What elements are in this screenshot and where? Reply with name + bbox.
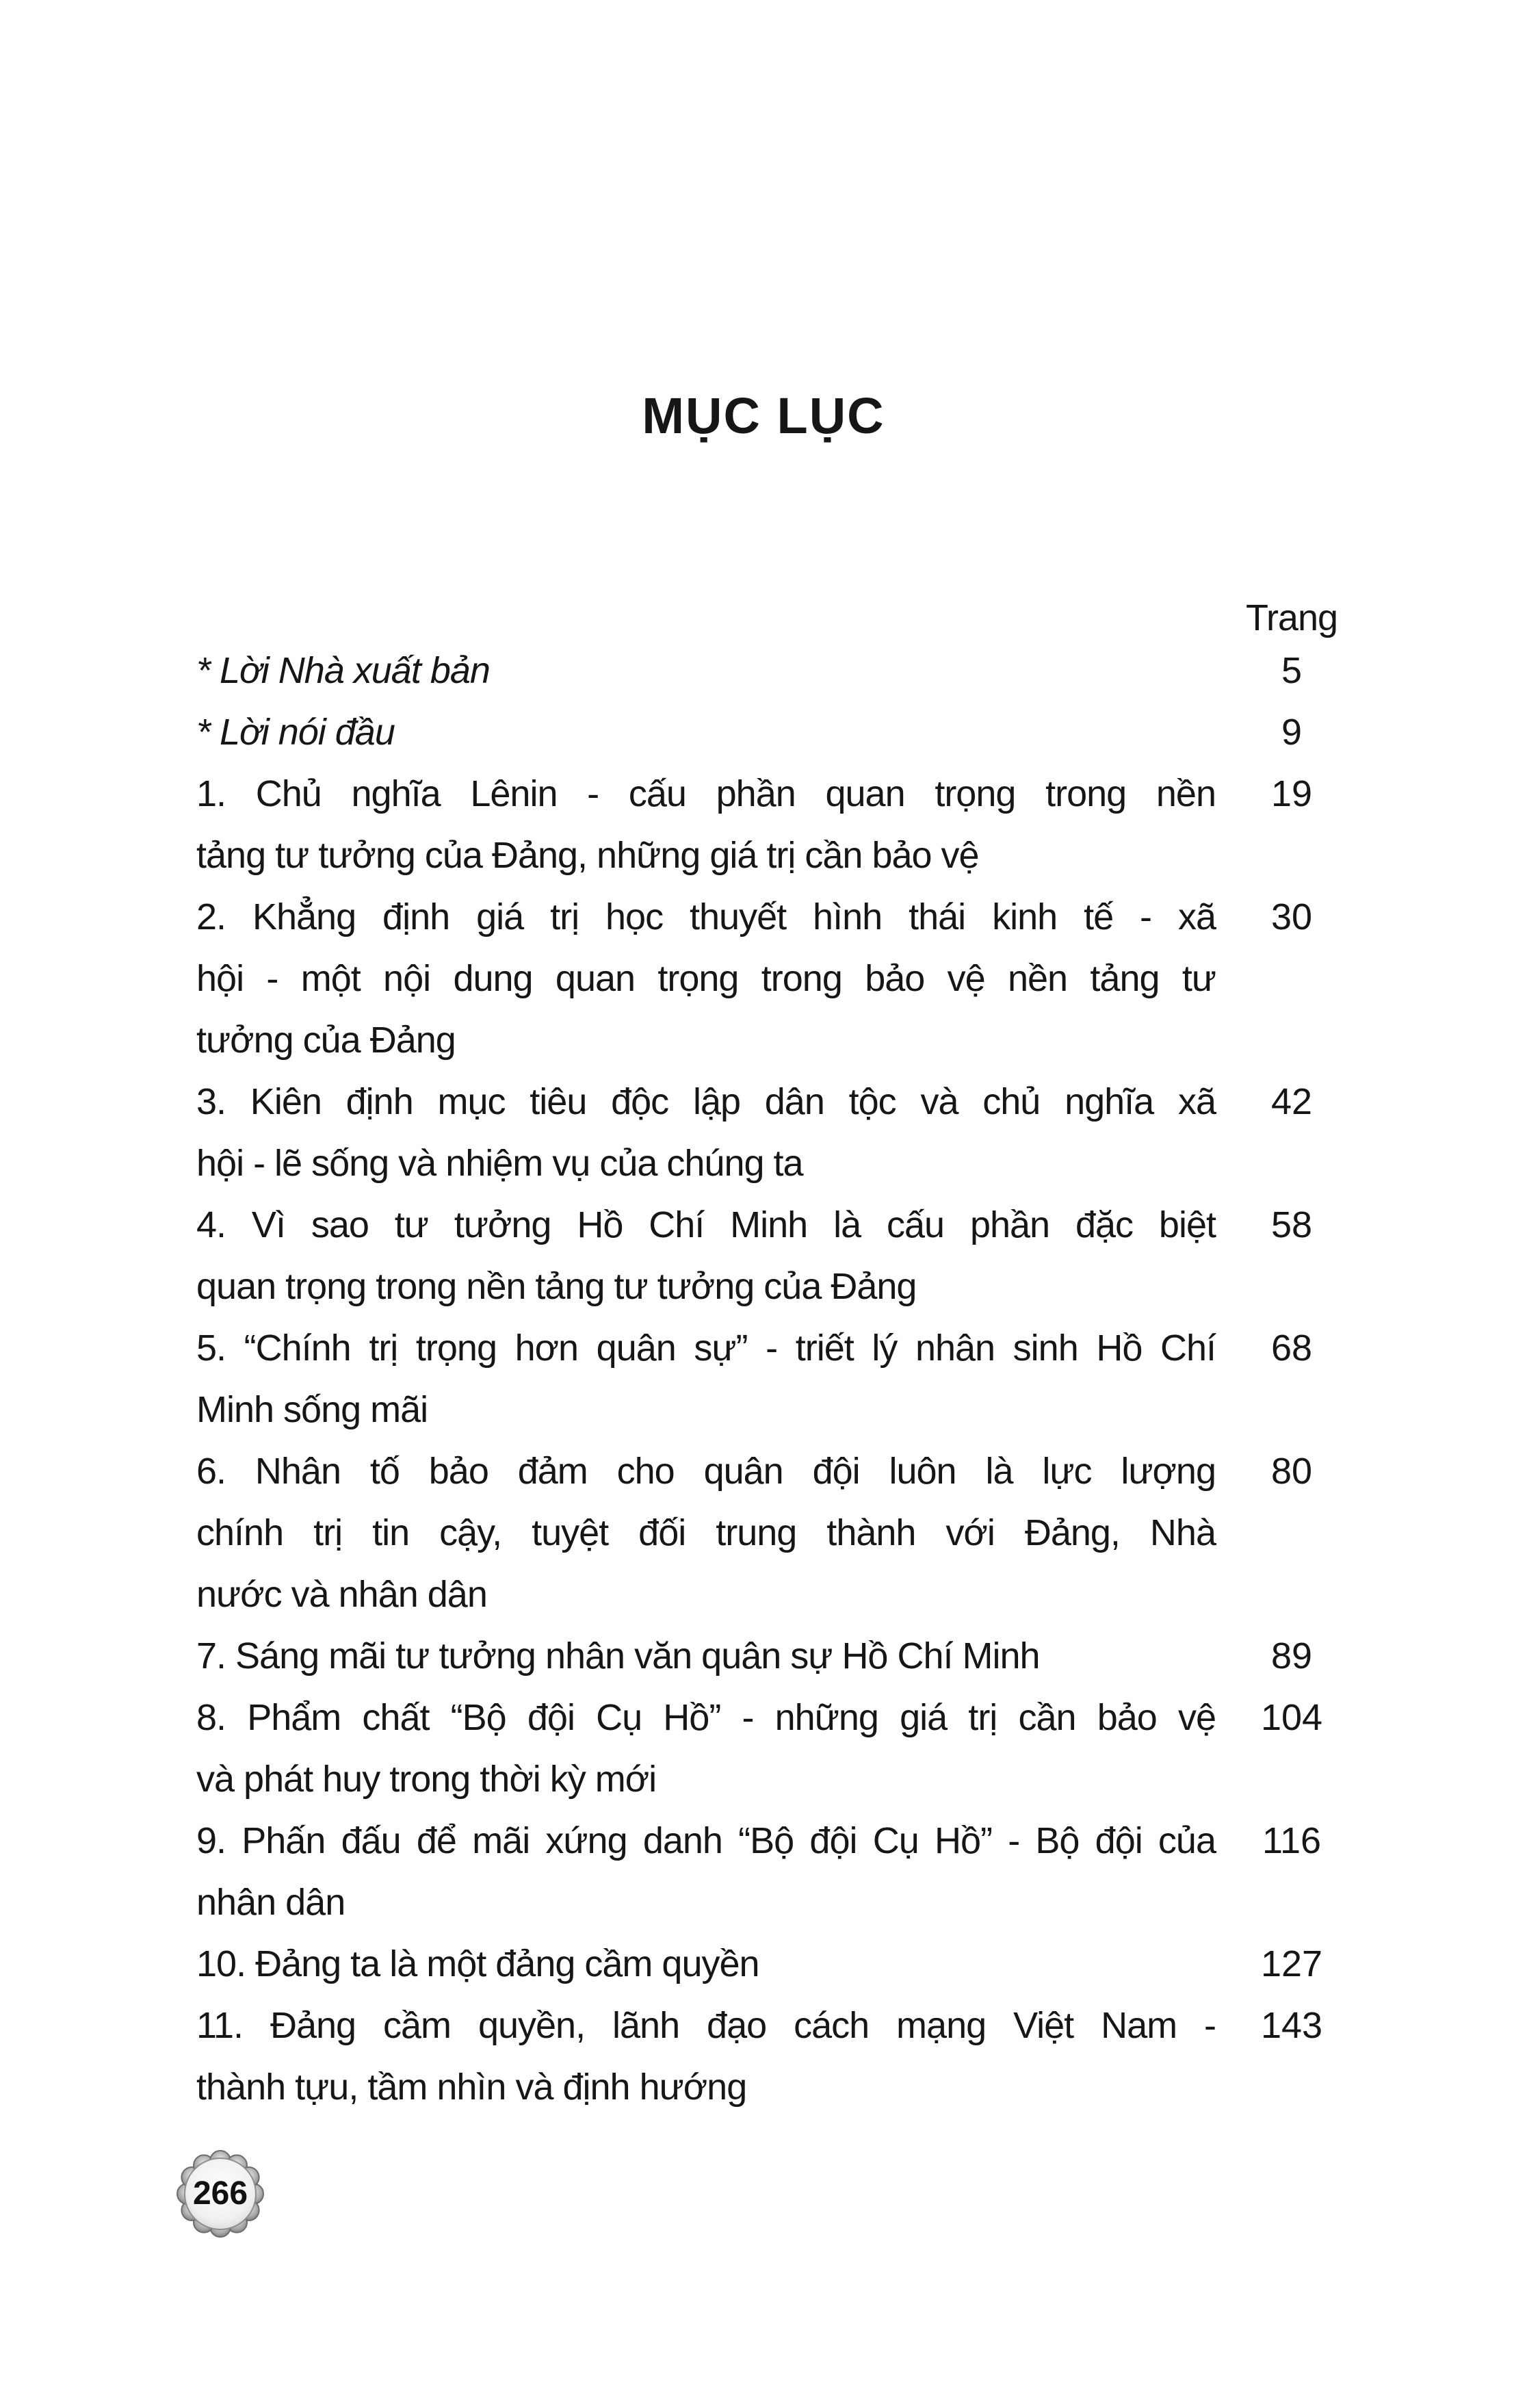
toc-entry-page-number: 58 xyxy=(1270,1204,1313,1245)
toc-entry-page-number: 89 xyxy=(1270,1635,1313,1676)
toc-entry xyxy=(196,1317,1313,1440)
toc-entry xyxy=(196,1810,1322,1933)
toc-entry-line: 6. Nhân tố bảo đảm cho quân đội luôn là lực lượng xyxy=(196,1451,1216,1492)
toc-entry xyxy=(196,886,1313,1071)
toc-entry-page-number: 127 xyxy=(1260,1943,1323,1984)
toc-entry xyxy=(196,1625,1313,1687)
toc-entry xyxy=(196,701,1303,763)
toc-entry xyxy=(196,1071,1313,1194)
page-number-badge xyxy=(175,2149,265,2239)
toc-entry xyxy=(196,1440,1313,1625)
toc-entry-page-number: 9 xyxy=(1281,712,1303,753)
toc-entry-page-number: 104 xyxy=(1260,1697,1323,1738)
toc-entry-line: nhân dân xyxy=(196,1882,345,1923)
toc-entry-page-number: 68 xyxy=(1270,1328,1313,1369)
toc-entry xyxy=(196,1194,1313,1317)
page-number-label: 266 xyxy=(192,2175,248,2212)
toc-entry-line: hội - lẽ sống và nhiệm vụ của chúng ta xyxy=(196,1143,803,1184)
toc-entry-line: hội - một nội dung quan trọng trong bảo vệ nền tảng tư xyxy=(196,958,1216,999)
toc-entry-page-number: 80 xyxy=(1270,1451,1313,1492)
toc-entry-line: 2. Khẳng định giá trị học thuyết hình thái kinh tế - xã xyxy=(196,896,1216,937)
toc-entry-line: tưởng của Đảng xyxy=(196,1020,456,1061)
toc-entry-line: Minh sống mãi xyxy=(196,1389,428,1430)
toc-entry xyxy=(196,640,1303,701)
toc-entry-line: 4. Vì sao tư tưởng Hồ Chí Minh là cấu phần đặc biệt xyxy=(196,1204,1216,1245)
toc-entry-page-number: 19 xyxy=(1270,773,1313,814)
toc-entry-page-number: 143 xyxy=(1260,2005,1323,2046)
toc-entry-page-number: 42 xyxy=(1270,1081,1313,1122)
toc-entry-line: nước và nhân dân xyxy=(196,1574,487,1615)
toc-entry-line: quan trọng trong nền tảng tư tưởng của Đảng xyxy=(196,1266,917,1307)
toc-entry-line: chính trị tin cậy, tuyệt đối trung thành với Đảng, Nhà xyxy=(196,1512,1216,1553)
toc-entry-line: thành tựu, tầm nhìn và định hướng xyxy=(196,2067,747,2108)
toc-list xyxy=(196,640,1353,2118)
toc-entry-line: 1. Chủ nghĩa Lênin - cấu phần quan trọng trong nền xyxy=(196,773,1216,814)
toc-entry-line: 3. Kiên định mục tiêu độc lập dân tộc và chủ nghĩa xã xyxy=(196,1081,1216,1122)
toc-entry-line: 9. Phấn đấu để mãi xứng danh “Bộ đội Cụ Hồ” - Bộ đội của xyxy=(196,1820,1216,1861)
toc-entry-line: * Lời nói đầu xyxy=(196,712,395,753)
page-column-header: Trang xyxy=(1245,597,1338,638)
toc-entry-line: tảng tư tưởng của Đảng, những giá trị cần bảo vệ xyxy=(196,835,979,876)
toc-entry-page-number: 116 xyxy=(1262,1820,1322,1861)
toc-entry-line: * Lời Nhà xuất bản xyxy=(196,650,490,691)
toc-entry xyxy=(196,763,1313,886)
toc-entry-page-number: 5 xyxy=(1281,650,1303,691)
toc-entry-page-number: 30 xyxy=(1270,896,1313,937)
toc-entry-line: 5. “Chính trị trọng hơn quân sự” - triết lý nhân sinh Hồ Chí xyxy=(196,1328,1216,1369)
toc-entry-line: 8. Phẩm chất “Bộ đội Cụ Hồ” - những giá trị cần bảo vệ xyxy=(196,1697,1216,1738)
toc-entry xyxy=(196,1933,1323,1995)
toc-entry-line: 7. Sáng mãi tư tưởng nhân văn quân sự Hồ Chí Minh xyxy=(196,1635,1040,1676)
toc-entry-line: 11. Đảng cầm quyền, lãnh đạo cách mạng Việt Nam - xyxy=(196,2005,1216,2046)
toc-entry xyxy=(196,1995,1323,2118)
toc-entry xyxy=(196,1687,1323,1810)
toc-entry-line: và phát huy trong thời kỳ mới xyxy=(196,1759,657,1800)
toc-entry-line: 10. Đảng ta là một đảng cầm quyền xyxy=(196,1943,759,1984)
page-title: MỤC LỤC xyxy=(642,387,885,444)
